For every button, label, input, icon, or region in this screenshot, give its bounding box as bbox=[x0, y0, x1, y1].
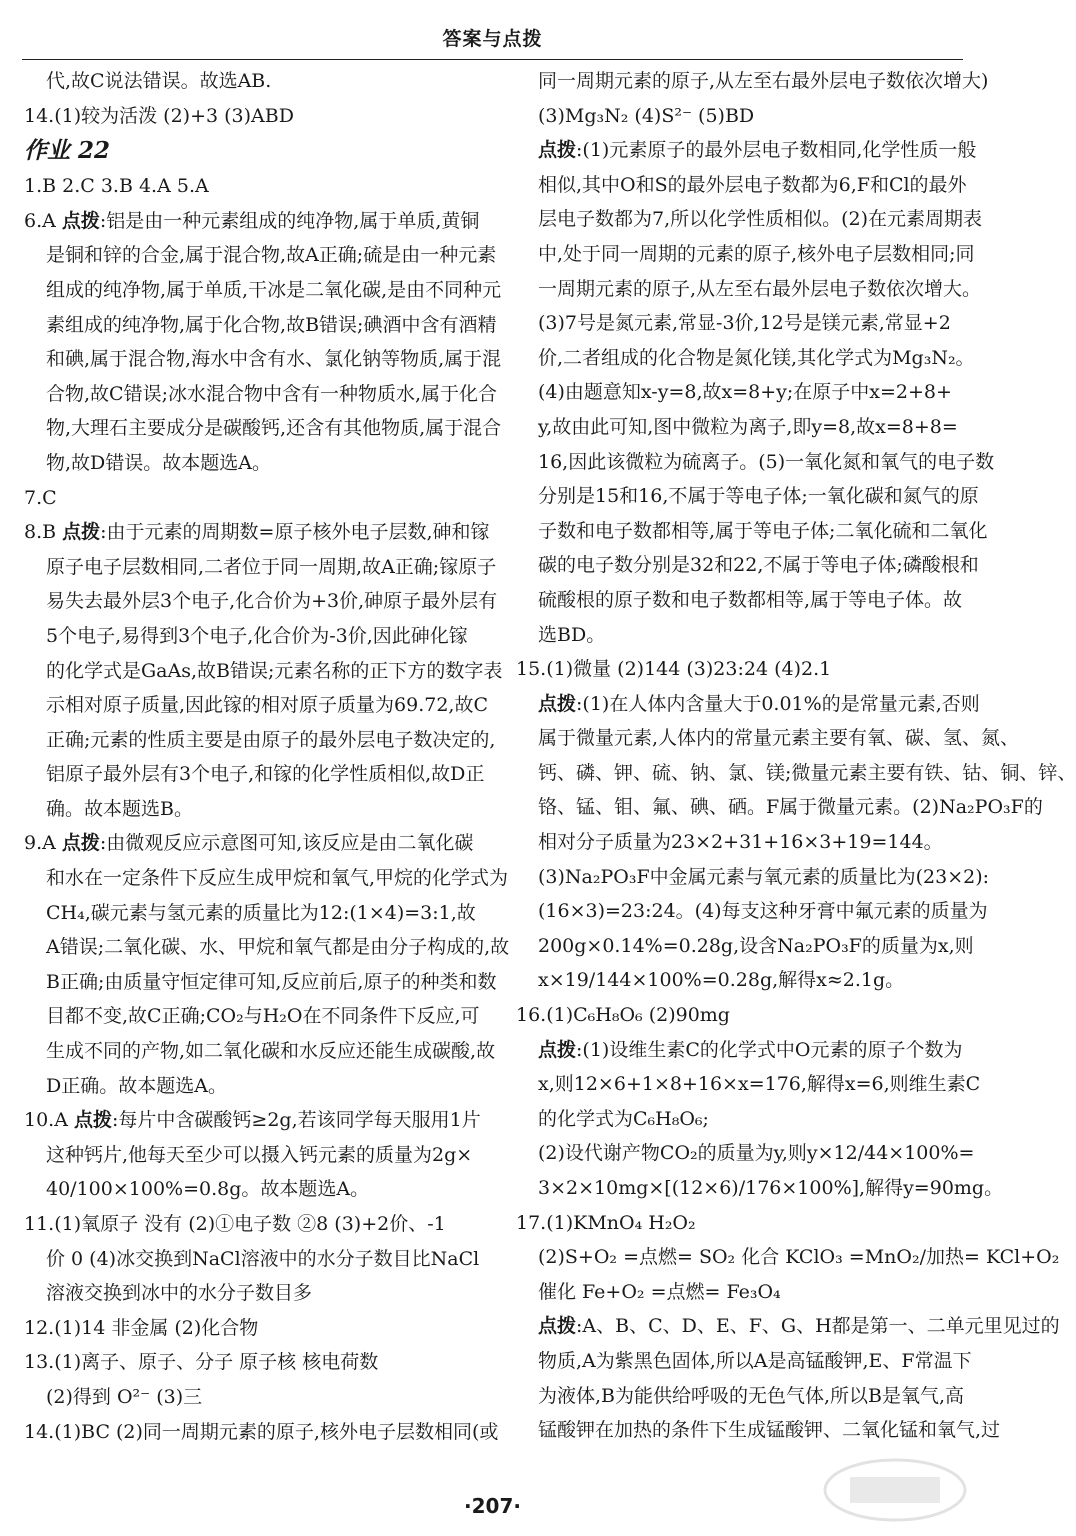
section-heading: 作业 22 bbox=[24, 137, 111, 165]
text-line: 点拨:(1)在人体内含量大于0.01%的是常量元素,否则 bbox=[538, 692, 980, 715]
header-title: 答案与点拨 bbox=[442, 28, 543, 50]
text-line: 和水在一定条件下反应生成甲烷和氧气,甲烷的化学式为 bbox=[46, 867, 509, 890]
text-line: 物质,A为紫黑色固体,所以A是高锰酸钾,E、F常温下 bbox=[538, 1349, 972, 1372]
text-line: 3×2×10mg×[(12×6)/176×100%],解得y=90mg。 bbox=[538, 1177, 1004, 1199]
hint-label: 点拨 bbox=[538, 139, 577, 162]
text-line: 12.(1)14 非金属 (2)化合物 bbox=[24, 1316, 259, 1339]
page-header bbox=[0, 0, 985, 62]
text-line: 分别是15和16,不属于等电子体;一氧化碳和氮气的原 bbox=[538, 485, 979, 508]
text-line: 属于微量元素,人体内的常量元素主要有氧、碳、氢、氮、 bbox=[538, 727, 1020, 750]
page-number: ·207· bbox=[464, 1494, 521, 1518]
text-line: 13.(1)离子、原子、分子 原子核 核电荷数 bbox=[24, 1351, 379, 1374]
text-line: (2)S+O₂ =点燃= SO₂ 化合 KClO₃ =MnO₂/加热= KCl+O₂ bbox=[538, 1246, 1060, 1269]
text-line: 15.(1)微量 (2)144 (3)23:24 (4)2.1 bbox=[516, 658, 832, 681]
right-column bbox=[516, 64, 1076, 1448]
hint-label: 点拨 bbox=[538, 1315, 577, 1338]
text-line: (3)7号是氮元素,常显-3价,12号是镁元素,常显+2 bbox=[538, 312, 951, 335]
watermark-logo bbox=[820, 1455, 970, 1525]
text-line: 物,大理石主要成分是碳酸钙,还含有其他物质,属于混合 bbox=[46, 417, 502, 440]
text-line: 中,处于同一周期的元素的原子,核外电子层数相同;同 bbox=[538, 242, 975, 265]
text-line: 一周期元素的原子,从左至右最外层电子数依次增大。 bbox=[538, 277, 982, 300]
hint-label: 点拨 bbox=[61, 832, 100, 855]
text-line: 选BD。 bbox=[538, 623, 606, 646]
text-line: 同一周期元素的原子,从左至右最外层电子数依次增大) bbox=[538, 70, 989, 92]
header-divider bbox=[22, 59, 963, 60]
hint-label: 点拨 bbox=[73, 1109, 112, 1132]
text-line: 相似,其中O和S的最外层电子数都为6,F和Cl的最外 bbox=[538, 173, 967, 196]
text-line: 生成不同的产物,如二氧化碳和水反应还能生成碳酸,故 bbox=[46, 1040, 496, 1063]
text-line: A错误;二氧化碳、水、甲烷和氧气都是由分子构成的,故 bbox=[46, 936, 510, 959]
text-line: 硫酸根的原子数和电子数都相等,属于等电子体。故 bbox=[538, 588, 963, 611]
text-line: 确。故本题选B。 bbox=[46, 797, 193, 820]
text-line: 组成的纯净物,属于单质,干冰是二氧化碳,是由不同种元 bbox=[46, 278, 502, 301]
text-line: 合物,故C错误;冰水混合物中含有一种物质水,属于化合 bbox=[46, 382, 498, 405]
text-line: 催化 Fe+O₂ =点燃= Fe₃O₄ bbox=[538, 1280, 781, 1303]
text-line: 5个电子,易得到3个电子,化合价为-3价,因此砷化镓 bbox=[46, 624, 468, 647]
text-line: 为液体,B为能供给呼吸的无色气体,所以B是氧气,高 bbox=[538, 1384, 965, 1407]
text-line: 10.A 点拨:每片中含碳酸钙≥2g,若该同学每天服用1片 bbox=[24, 1109, 481, 1132]
text-line: 16,因此该微粒为硫离子。(5)一氧化氮和氧气的电子数 bbox=[538, 450, 995, 473]
text-line: 是铜和锌的合金,属于混合物,故A正确;硫是由一种元素 bbox=[46, 244, 497, 267]
text-line: 易失去最外层3个电子,化合价为+3价,砷原子最外层有 bbox=[46, 590, 498, 613]
text-line: (2)设代谢产物CO₂的质量为y,则y×12/44×100%= bbox=[538, 1142, 975, 1165]
text-line: 铝原子最外层有3个电子,和镓的化学性质相似,故D正 bbox=[46, 763, 485, 786]
text-line: 14.(1)较为活泼 (2)+3 (3)ABD bbox=[24, 104, 294, 127]
text-line: 价 0 (4)冰交换到NaCl溶液中的水分子数目比NaCl bbox=[46, 1247, 480, 1270]
left-column bbox=[24, 64, 510, 1449]
text-line: (16×3)=23:24。(4)每支这种牙膏中氟元素的质量为 bbox=[538, 900, 988, 923]
text-line: 正确;元素的性质主要是由原子的最外层电子数决定的, bbox=[46, 728, 496, 751]
text-line: (2)得到 O²⁻ (3)三 bbox=[46, 1385, 203, 1408]
text-line: 层电子数都为7,所以化学性质相似。(2)在元素周期表 bbox=[538, 208, 983, 231]
text-line: 6.A 点拨:铝是由一种元素组成的纯净物,属于单质,黄铜 bbox=[24, 209, 480, 232]
text-line: 16.(1)C₆H₈O₆ (2)90mg bbox=[516, 1004, 730, 1027]
text-line: 点拨:A、B、C、D、E、F、G、H都是第一、二单元里见过的 bbox=[538, 1315, 1060, 1338]
text-line: 碳的电子数分别是32和22,不属于等电子体;磷酸根和 bbox=[538, 554, 979, 577]
text-line: 的化学式是GaAs,故B错误;元素名称的正下方的数字表 bbox=[46, 659, 503, 682]
text-line: 40/100×100%=0.8g。故本题选A。 bbox=[46, 1178, 370, 1201]
text-line: 溶液交换到冰中的水分子数目多 bbox=[46, 1282, 313, 1305]
hint-label: 点拨 bbox=[62, 521, 101, 544]
text-line: 原子电子层数相同,二者位于同一周期,故A正确;镓原子 bbox=[46, 555, 497, 578]
text-line: (3)Mg₃N₂ (4)S²⁻ (5)BD bbox=[538, 104, 755, 127]
text-line: 和碘,属于混合物,海水中含有水、氯化钠等物质,属于混 bbox=[46, 348, 502, 371]
hint-label: 点拨 bbox=[61, 209, 100, 232]
text-line: 钙、磷、钾、硫、钠、氯、镁;微量元素主要有铁、钴、铜、锌、 bbox=[538, 761, 1076, 784]
text-line: x,则12×6+1×8+16×x=176,解得x=6,则维生素C bbox=[538, 1073, 981, 1096]
text-line: 1.B 2.C 3.B 4.A 5.A bbox=[24, 175, 209, 198]
text-line: 目都不变,故C正确;CO₂与H₂O在不同条件下反应,可 bbox=[46, 1005, 480, 1028]
text-line: 14.(1)BC (2)同一周期元素的原子,核外电子层数相同(或 bbox=[24, 1420, 499, 1443]
text-line: y,故由此可知,图中微粒为离子,即y=8,故x=8+8= bbox=[538, 415, 958, 438]
text-line: 素组成的纯净物,属于化合物,故B错误;碘酒中含有酒精 bbox=[46, 313, 497, 336]
text-line: CH₄,碳元素与氢元素的质量比为12:(1×4)=3:1,故 bbox=[46, 901, 476, 924]
text-line: 7.C bbox=[24, 486, 57, 509]
text-line: 价,二者组成的化合物是氮化镁,其化学式为Mg₃N₂。 bbox=[538, 346, 975, 369]
text-line: 铬、锰、钼、氟、碘、硒。F属于微量元素。(2)Na₂PO₃F的 bbox=[538, 796, 1043, 819]
text-line: 200g×0.14%=0.28g,设含Na₂PO₃F的质量为x,则 bbox=[538, 934, 974, 957]
text-line: 物,故D错误。故本题选A。 bbox=[46, 451, 271, 474]
text-line: 17.(1)KMnO₄ H₂O₂ bbox=[516, 1211, 696, 1234]
text-line: (3)Na₂PO₃F中金属元素与氧元素的质量比为(23×2): bbox=[538, 865, 990, 888]
text-line: 8.B 点拨:由于元素的周期数=原子核外电子层数,砷和镓 bbox=[24, 521, 490, 544]
text-line: D正确。故本题选A。 bbox=[46, 1074, 227, 1097]
text-line: x×19/144×100%=0.28g,解得x≈2.1g。 bbox=[538, 969, 905, 992]
hint-label: 点拨 bbox=[538, 692, 577, 715]
text-line: 的化学式为C₆H₈O₆; bbox=[538, 1107, 709, 1130]
text-line: (4)由题意知x-y=8,故x=8+y;在原子中x=2+8+ bbox=[538, 381, 952, 404]
text-line: B正确;由质量守恒定律可知,反应前后,原子的种类和数 bbox=[46, 970, 497, 993]
text-line: 锰酸钾在加热的条件下生成锰酸钾、二氧化锰和氧气,过 bbox=[538, 1419, 1001, 1442]
text-line: 示相对原子质量,因此镓的相对原子质量为69.72,故C bbox=[46, 694, 489, 717]
text-line: 9.A 点拨:由微观反应示意图可知,该反应是由二氧化碳 bbox=[24, 832, 474, 855]
text-line: 子数和电子数都相等,属于等电子体;二氧化硫和二氧化 bbox=[538, 519, 988, 542]
text-line: 相对分子质量为23×2+31+16×3+19=144。 bbox=[538, 831, 943, 854]
text-line: 这种钙片,他每天至少可以摄入钙元素的质量为2g× bbox=[46, 1143, 473, 1166]
text-line: 点拨:(1)元素原子的最外层电子数相同,化学性质一般 bbox=[538, 139, 977, 162]
text-line: 点拨:(1)设维生素C的化学式中O元素的原子个数为 bbox=[538, 1038, 963, 1061]
hint-label: 点拨 bbox=[538, 1038, 577, 1061]
text-line: 代,故C说法错误。故选AB. bbox=[46, 70, 272, 92]
text-line: 11.(1)氧原子 没有 (2)①电子数 ②8 (3)+2价、-1 bbox=[24, 1213, 446, 1235]
